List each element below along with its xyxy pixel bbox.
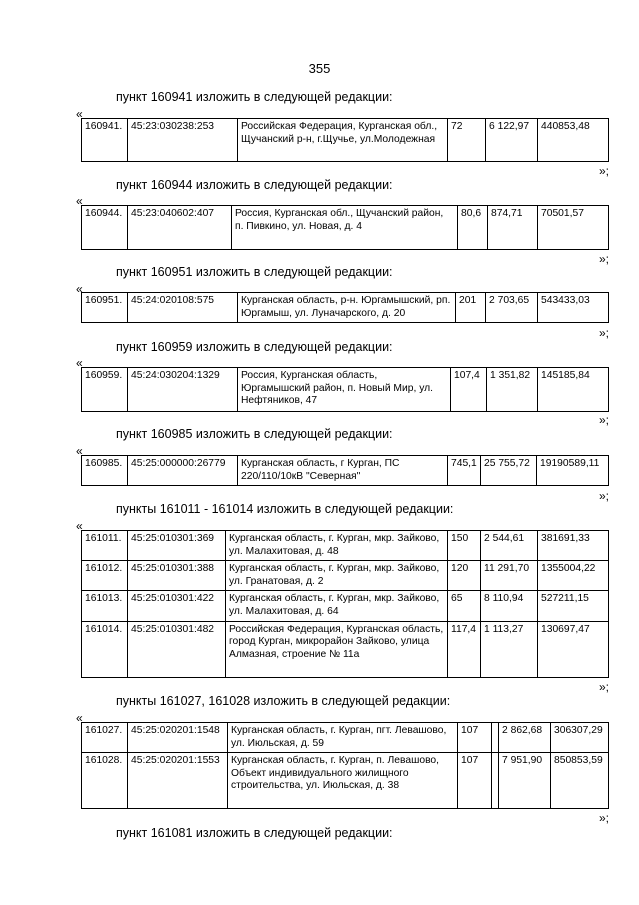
property-table xyxy=(81,367,609,412)
item-number: 161011. xyxy=(82,531,128,561)
value: 874,71 xyxy=(488,206,538,250)
value: 2 862,68 xyxy=(499,723,551,753)
cost: 850853,59 xyxy=(551,753,609,809)
area: 107,4 xyxy=(451,368,487,412)
address: Курганская область, р-н. Юргамышский, рп. Юргамыш, ул. Луначарского, д. 20 xyxy=(238,293,456,323)
item-number: 160985. xyxy=(82,456,128,486)
open-quote: « xyxy=(76,356,83,370)
area: 107 xyxy=(458,723,492,753)
cost: 306307,29 xyxy=(551,723,609,753)
cadastral-number: 45:25:010301:388 xyxy=(128,561,226,591)
cost: 130697,47 xyxy=(538,621,609,677)
cost: 527211,15 xyxy=(538,591,609,621)
area: 120 xyxy=(448,561,481,591)
item-number: 161012. xyxy=(82,561,128,591)
close-quote: »; xyxy=(599,252,610,266)
value: 1 351,82 xyxy=(487,368,538,412)
property-table xyxy=(81,455,609,486)
table-row xyxy=(82,591,609,621)
close-quote: »; xyxy=(599,680,610,694)
item-number: 161028. xyxy=(82,753,128,809)
page-number: 355 xyxy=(308,61,331,76)
cost: 440853,48 xyxy=(538,119,609,162)
area: 65 xyxy=(448,591,481,621)
cadastral-number: 45:25:010301:482 xyxy=(128,621,226,677)
cost: 543433,03 xyxy=(538,293,609,323)
table-row xyxy=(82,119,609,162)
table-row xyxy=(82,753,609,809)
property-table xyxy=(81,118,609,162)
cadastral-number: 45:25:020201:1553 xyxy=(128,753,228,809)
close-quote: »; xyxy=(599,326,610,340)
property-table xyxy=(81,530,609,678)
area: 745,1 xyxy=(448,456,481,486)
item-number: 161014. xyxy=(82,621,128,677)
value: 2 544,61 xyxy=(481,531,538,561)
value: 11 291,70 xyxy=(481,561,538,591)
address: Курганская область, г. Курган, п. Левашово, Объект индивидуального жилищного строительства, ул. Июльская, д. 38 xyxy=(228,753,458,809)
area: 72 xyxy=(448,119,486,162)
table-row xyxy=(82,561,609,591)
section-intro: пункты 161027, 161028 изложить в следующей редакции: xyxy=(116,694,451,708)
address: Россия, Курганская обл., Щучанский район, п. Пивкино, ул. Новая, д. 4 xyxy=(232,206,458,250)
cadastral-number: 45:24:030204:1329 xyxy=(128,368,238,412)
section-intro: пункт 160959 изложить в следующей редакции: xyxy=(116,340,393,354)
close-quote: »; xyxy=(599,489,610,503)
cadastral-number: 45:23:030238:253 xyxy=(128,119,238,162)
value: 7 951,90 xyxy=(499,753,551,809)
cost: 1355004,22 xyxy=(538,561,609,591)
close-quote: »; xyxy=(599,811,610,825)
item-number: 161027. xyxy=(82,723,128,753)
close-quote: »; xyxy=(599,413,610,427)
address: Россия, Курганская область, Юргамышский район, п. Новый Мир, ул. Нефтяников, 47 xyxy=(238,368,451,412)
cost: 381691,33 xyxy=(538,531,609,561)
table-row xyxy=(82,531,609,561)
area: 150 xyxy=(448,531,481,561)
cadastral-number: 45:25:010301:369 xyxy=(128,531,226,561)
section-intro: пункты 161011 - 161014 изложить в следующей редакции: xyxy=(116,502,454,516)
address: Курганская область, г. Курган, мкр. Зайково, ул. Малахитовая, д. 64 xyxy=(226,591,448,621)
value: 8 110,94 xyxy=(481,591,538,621)
close-quote: »; xyxy=(599,164,610,178)
value: 25 755,72 xyxy=(481,456,537,486)
table-row xyxy=(82,621,609,677)
area: 107 xyxy=(458,753,492,809)
address: Российская Федерация, Курганская обл., Щучанский р-н, г.Щучье, ул.Молодежная xyxy=(238,119,448,162)
section-intro: пункт 161081 изложить в следующей редакции: xyxy=(116,826,393,840)
cost: 19190589,11 xyxy=(537,456,609,486)
table-row xyxy=(82,723,609,753)
item-number: 160959. xyxy=(82,368,128,412)
table-row xyxy=(82,206,609,250)
cadastral-number: 45:25:000000:26779 xyxy=(128,456,238,486)
address: Курганская область, г. Курган, мкр. Зайково, ул. Малахитовая, д. 48 xyxy=(226,531,448,561)
item-number: 160941. xyxy=(82,119,128,162)
open-quote: « xyxy=(76,444,83,458)
table-row xyxy=(82,293,609,323)
area: 201 xyxy=(456,293,486,323)
section-intro: пункт 160941 изложить в следующей редакции: xyxy=(116,90,393,104)
section-intro: пункт 160985 изложить в следующей редакции: xyxy=(116,427,393,441)
empty-cell xyxy=(492,723,499,753)
property-table xyxy=(81,292,609,323)
address: Российская Федерация, Курганская область, город Курган, микрорайон Зайково, улица Алмазная, строение № 11а xyxy=(226,621,448,677)
cost: 70501,57 xyxy=(538,206,609,250)
open-quote: « xyxy=(76,107,83,121)
area: 117,4 xyxy=(448,621,481,677)
area: 80,6 xyxy=(458,206,488,250)
open-quote: « xyxy=(76,194,83,208)
item-number: 161013. xyxy=(82,591,128,621)
section-intro: пункт 160951 изложить в следующей редакции: xyxy=(116,265,393,279)
section-intro: пункт 160944 изложить в следующей редакции: xyxy=(116,178,393,192)
cost: 145185,84 xyxy=(538,368,609,412)
value: 6 122,97 xyxy=(486,119,538,162)
value: 2 703,65 xyxy=(486,293,538,323)
item-number: 160944. xyxy=(82,206,128,250)
table-row xyxy=(82,368,609,412)
cadastral-number: 45:24:020108:575 xyxy=(128,293,238,323)
value: 1 113,27 xyxy=(481,621,538,677)
item-number: 160951. xyxy=(82,293,128,323)
address: Курганская область, г. Курган, пгт. Левашово, ул. Июльская, д. 59 xyxy=(228,723,458,753)
open-quote: « xyxy=(76,711,83,725)
open-quote: « xyxy=(76,519,83,533)
address: Курганская область, г. Курган, мкр. Зайково, ул. Гранатовая, д. 2 xyxy=(226,561,448,591)
cadastral-number: 45:23:040602:407 xyxy=(128,206,232,250)
address: Курганская область, г Курган, ПС 220/110/10кВ "Северная" xyxy=(238,456,448,486)
cadastral-number: 45:25:010301:422 xyxy=(128,591,226,621)
property-table xyxy=(81,722,609,809)
cadastral-number: 45:25:020201:1548 xyxy=(128,723,228,753)
empty-cell xyxy=(492,753,499,809)
open-quote: « xyxy=(76,282,83,296)
table-row xyxy=(82,456,609,486)
property-table xyxy=(81,205,609,250)
